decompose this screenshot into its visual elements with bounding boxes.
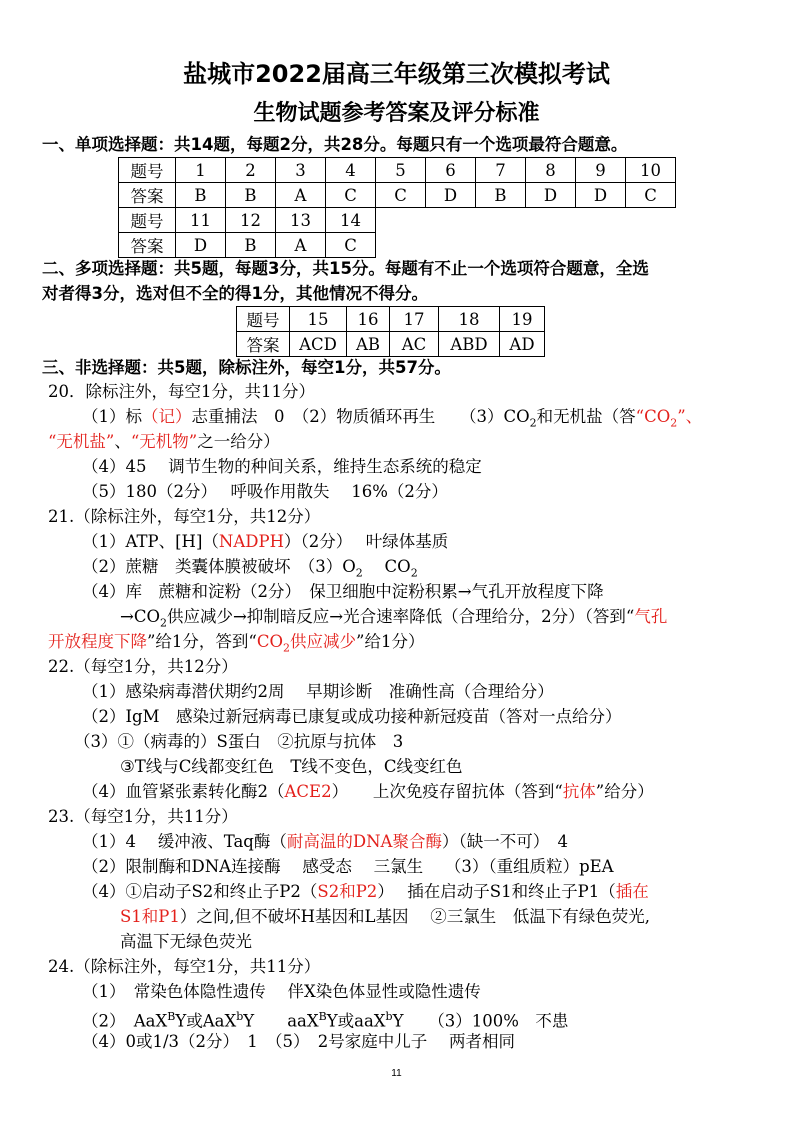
text: 之一给分） — [197, 432, 280, 451]
question-number: 2 — [226, 158, 276, 183]
q24-line3: （4）0或1/3（2分） 1 （5） 2号家庭中儿子 两者相同 — [82, 1032, 516, 1051]
q22-heading: 22.（每空1分，共12分） — [48, 657, 238, 676]
highlight: 开放程度下降 — [48, 632, 147, 651]
text: ”给分） — [595, 782, 654, 801]
table-row — [237, 332, 545, 357]
q23-line1 — [82, 831, 568, 853]
question-number: 8 — [526, 158, 576, 183]
answer-cell: D — [176, 233, 226, 258]
table-row — [119, 158, 676, 183]
answer-cell: B — [476, 183, 526, 208]
highlight: S1和P1 — [120, 907, 180, 926]
superscript: B — [318, 1010, 327, 1023]
q20-line2 — [48, 431, 280, 453]
q22-line5 — [82, 781, 654, 803]
text: ”给1分） — [356, 632, 425, 651]
answer-cell: B — [226, 233, 276, 258]
superscript: b — [236, 1010, 244, 1023]
answer-cell: A — [276, 183, 326, 208]
subscript: 2 — [529, 416, 537, 430]
question-number: 6 — [426, 158, 476, 183]
subscript: 2 — [670, 416, 678, 430]
text: （4）①启动子S2和终止子P2（ — [82, 882, 318, 901]
text: 、 — [114, 432, 131, 451]
page-title: 盐城市2022届高三年级第三次模拟考试 — [183, 60, 610, 88]
question-number: 13 — [276, 208, 326, 233]
text: Y或AaX — [175, 1011, 237, 1031]
text: ）（2分） 叶绿体基质 — [283, 532, 449, 551]
section2-heading-line2: 对者得3分，选对但不全的得1分，其他情况不得分。 — [42, 284, 428, 303]
question-number: 5 — [376, 158, 426, 183]
table-row — [119, 208, 676, 233]
q24-heading: 24.（除标注外，每空1分，共11分） — [48, 957, 321, 976]
answer-cell: C — [326, 183, 376, 208]
page-number: 11 — [391, 1068, 402, 1079]
q23-line2: （2）限制酶和DNA连接酶 感受态 三氯生 （3）（重组质粒）pEA — [82, 857, 614, 876]
q24-line1: （1） 常染色体隐性遗传 伴X染色体显性或隐性遗传 — [82, 982, 481, 1001]
section3-heading: 三、非选择题：共5题，除标注外，每空1分，共57分。 — [42, 358, 451, 377]
subscript: 2 — [355, 566, 363, 580]
text: 供应减少→抑制暗反应→光合速率降低（合理给分，2分）（答到“ — [166, 607, 635, 626]
text: （2）蔗糖 类囊体膜被破坏 （3）O — [82, 557, 356, 576]
q23-line3 — [82, 881, 649, 903]
question-number: 3 — [276, 158, 326, 183]
question-number: 18 — [439, 307, 500, 332]
text: Y （3）100% 不患 — [392, 1011, 569, 1031]
q23-line4 — [120, 906, 650, 928]
section2-heading-line1: 二、多项选择题：共5题，每题3分，共15分。每题有不止一个选项符合题意，全选 — [42, 259, 649, 278]
superscript: B — [167, 1010, 176, 1023]
answer-cell: A — [276, 233, 326, 258]
superscript: b — [385, 1010, 393, 1023]
answer-cell: B — [226, 183, 276, 208]
text: ）（缺一不可） 4 — [441, 832, 568, 851]
text: Y aaX — [243, 1011, 319, 1031]
highlight: S2和P2 — [317, 882, 378, 901]
question-number: 14 — [326, 208, 376, 233]
question-number: 16 — [347, 307, 390, 332]
question-number: 1 — [176, 158, 226, 183]
row-label: 答案 — [119, 233, 176, 258]
subscript: 2 — [159, 616, 167, 630]
highlight: CO — [256, 632, 284, 651]
highlight: （记） — [142, 407, 192, 426]
question-number: 15 — [290, 307, 347, 332]
answer-cell: C — [326, 233, 376, 258]
page-subtitle: 生物试题参考答案及评分标准 — [253, 101, 540, 126]
highlight: 耐高温的DNA聚合酶 — [286, 832, 442, 851]
table-row — [119, 233, 676, 258]
q23-heading: 23.（每空1分，共11分） — [48, 807, 238, 826]
highlight: 插在 — [615, 882, 649, 901]
text: CO — [362, 557, 411, 576]
text: 志重捕法 0 （2）物质循环再生 （3）CO — [191, 407, 530, 426]
text: （4）血管紧张素转化酶2（ — [82, 782, 285, 801]
highlight: NADPH — [218, 532, 284, 551]
answer-cell: AC — [390, 332, 439, 357]
q20-line4: （5）180（2分） 呼吸作用散失 16%（2分） — [82, 482, 448, 501]
highlight: “CO — [635, 407, 671, 426]
text: （1）ATP、[H]（ — [82, 532, 219, 551]
question-number: 19 — [500, 307, 545, 332]
text: Y或aaX — [326, 1011, 386, 1031]
text: →CO — [120, 607, 160, 626]
multi-choice-table — [236, 306, 545, 357]
q22-line3: （3）①（病毒的）S蛋白 ②抗原与抗体 3 — [74, 732, 404, 751]
question-number: 11 — [176, 208, 226, 233]
subscript: 2 — [410, 566, 418, 580]
q24-line2 — [82, 1006, 568, 1033]
highlight: ACE2 — [284, 782, 332, 801]
answer-cell: ACD — [290, 332, 347, 357]
single-choice-table-1 — [118, 157, 676, 258]
text: ） 上次免疫存留抗体（答到“ — [331, 782, 563, 801]
highlight: ”、 — [677, 407, 703, 426]
highlight: 抗体 — [562, 782, 596, 801]
answer-cell: AD — [500, 332, 545, 357]
row-label: 题号 — [119, 158, 176, 183]
highlight: 气孔 — [634, 607, 668, 626]
q22-line1: （1）感染病毒潜伏期约2周 早期诊断 准确性高（合理给分） — [82, 682, 554, 701]
subscript: 2 — [283, 641, 291, 655]
text: 和无机盐（答 — [536, 407, 636, 426]
text: （1）4 缓冲液、Taq酶（ — [82, 832, 287, 851]
question-number: 4 — [326, 158, 376, 183]
row-label: 题号 — [119, 208, 176, 233]
text: （2） AaX — [82, 1011, 168, 1031]
answer-cell: B — [176, 183, 226, 208]
table-row — [237, 307, 545, 332]
question-number: 12 — [226, 208, 276, 233]
q21-heading: 21.（除标注外，每空1分，共12分） — [48, 507, 321, 526]
question-number: 10 — [626, 158, 676, 183]
text: ） 插在启动子S1和终止子P1（ — [377, 882, 616, 901]
question-number: 17 — [390, 307, 439, 332]
text: （1）标 — [82, 407, 142, 426]
answer-cell: C — [376, 183, 426, 208]
q21-line3: （4）库 蔗糖和淀粉（2分） 保卫细胞中淀粉积累→气孔开放程度下降 — [82, 582, 604, 601]
answer-cell: C — [626, 183, 676, 208]
text: ）之间,但不破坏H基因和L基因 ②三氯生 低温下有绿色荧光, — [179, 907, 650, 926]
section1-heading: 一、单项选择题：共14题，每题2分，共28分。每题只有一个选项最符合题意。 — [42, 135, 628, 154]
question-number: 7 — [476, 158, 526, 183]
q22-line2: （2）IgM 感染过新冠病毒已康复或成功接种新冠疫苗（答对一点给分） — [82, 707, 622, 726]
table-row — [119, 183, 676, 208]
highlight: 供应减少 — [290, 632, 357, 651]
row-label: 题号 — [237, 307, 290, 332]
answer-cell: D — [526, 183, 576, 208]
text: ”给1分，答到“ — [147, 632, 257, 651]
row-label: 答案 — [237, 332, 290, 357]
q22-line4: ③T线与C线都变红色 T线不变色，C线变红色 — [120, 757, 463, 776]
q21-line1 — [82, 531, 448, 553]
answer-cell: D — [426, 183, 476, 208]
highlight: “无机盐” — [48, 432, 115, 451]
answer-cell: AB — [347, 332, 390, 357]
q20-heading: 20．除标注外，每空1分，共11分） — [48, 382, 315, 401]
question-number: 9 — [576, 158, 626, 183]
highlight: “无机物” — [130, 432, 198, 451]
q23-line5: 高温下无绿色荧光 — [120, 932, 252, 951]
row-label: 答案 — [119, 183, 176, 208]
q20-line3: （4）45 调节生物的种间关系，维持生态系统的稳定 — [82, 457, 482, 476]
answer-cell: D — [576, 183, 626, 208]
answer-cell: ABD — [439, 332, 500, 357]
